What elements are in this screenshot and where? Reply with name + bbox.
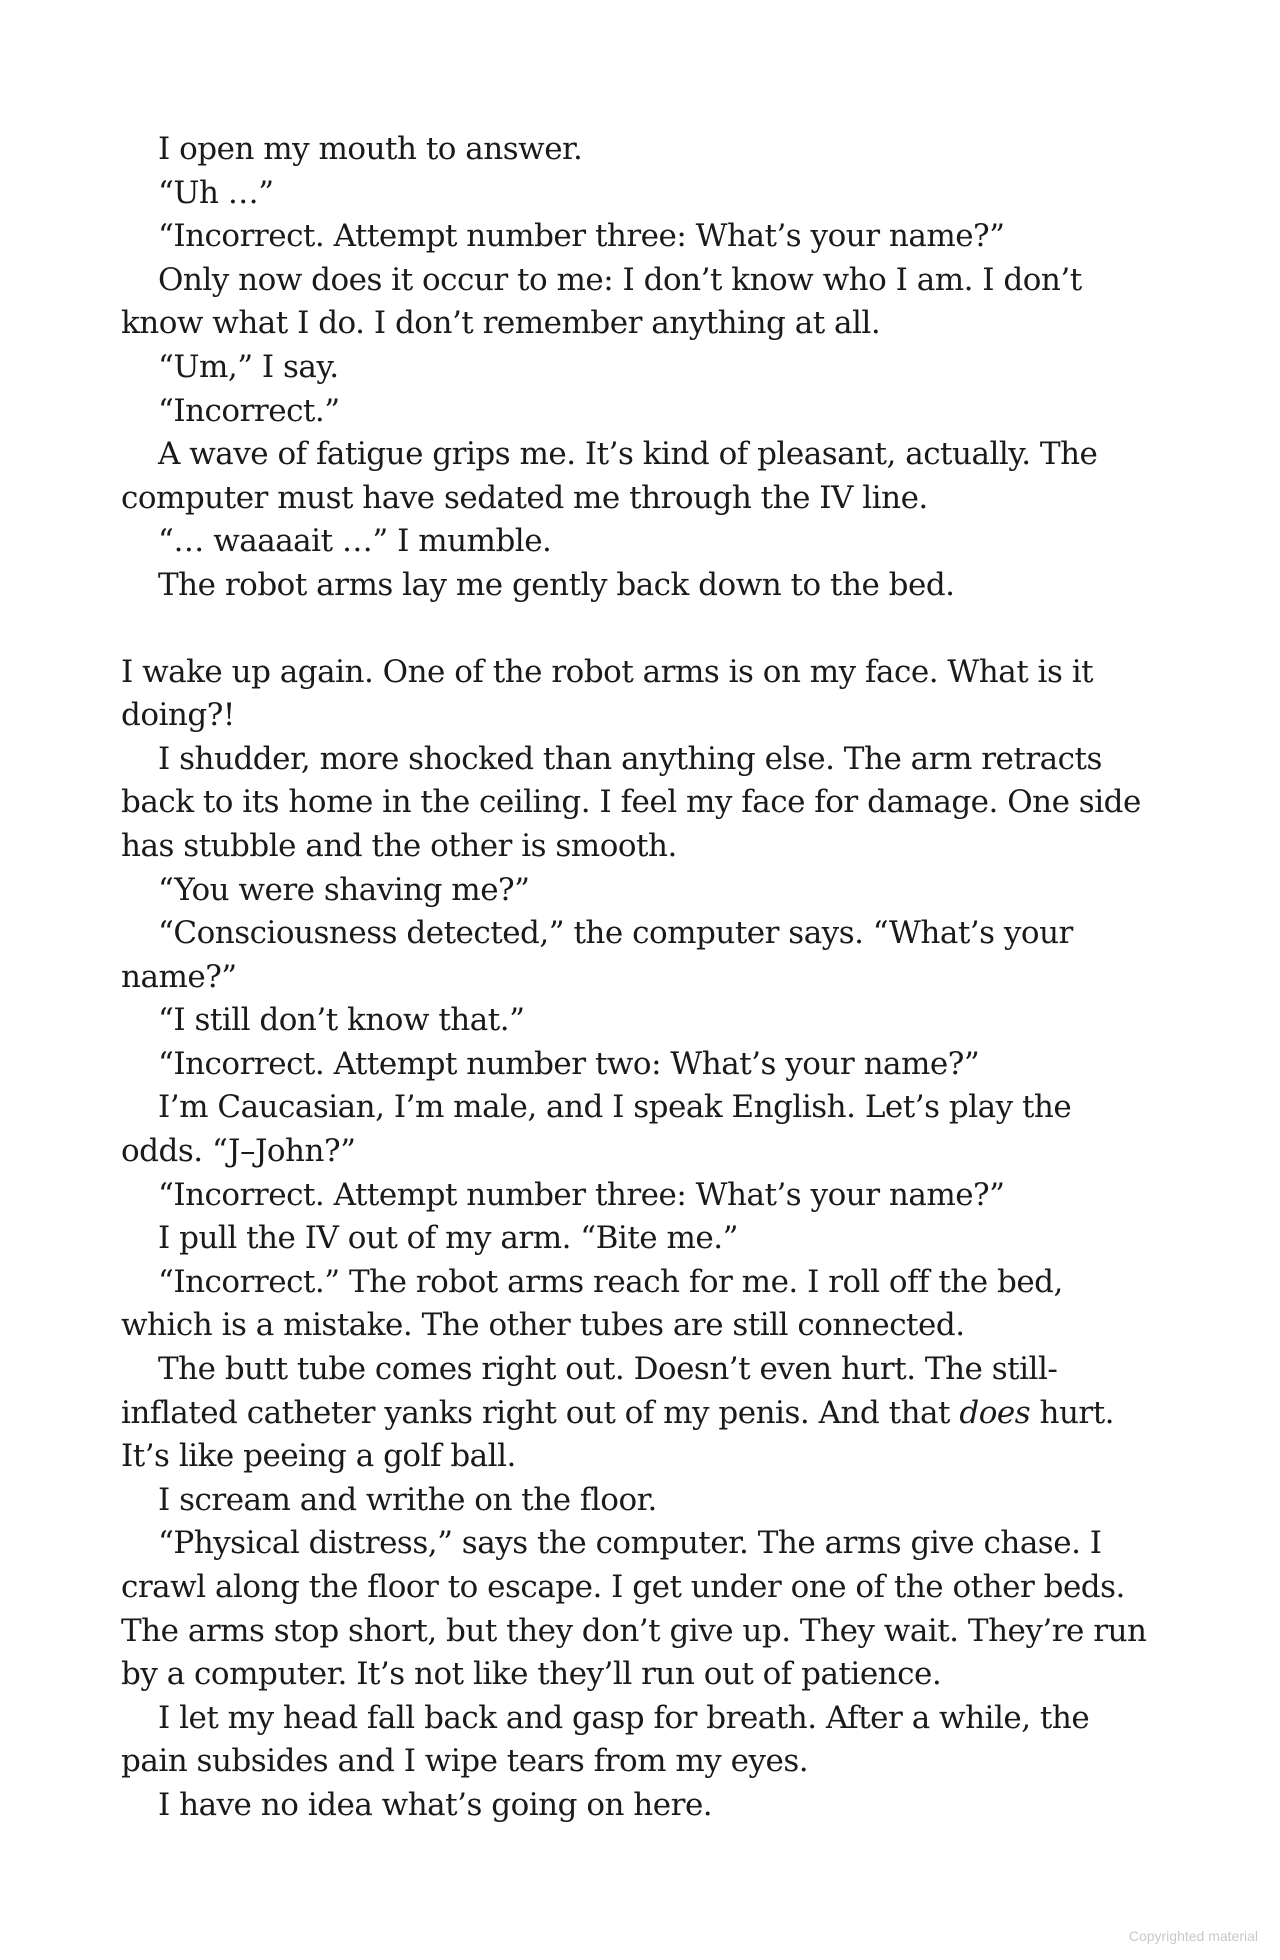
paragraph-text: hurt. It’s like peeing a golf ball.: [121, 1394, 1115, 1475]
paragraph: “Incorrect. Attempt number two: What’s your name?”: [158, 1045, 980, 1082]
paragraph: “I still don’t know that.”: [158, 1002, 525, 1039]
paragraph: [121, 1348, 1161, 1479]
paragraph: “Incorrect.”: [158, 392, 340, 429]
paragraph: I’m Caucasian, I’m male, and I speak English. Let’s play the odds. “J–John?”: [121, 1089, 1072, 1170]
paragraph: A wave of fatigue grips me. It’s kind of pleasant, actually. The computer must have sedated me through the IV line.: [121, 436, 1098, 516]
paragraph: The robot arms lay me gently back down to the bed.: [158, 566, 955, 603]
emphasized-word: does: [959, 1394, 1031, 1431]
paragraph: “Uh …”: [158, 174, 274, 211]
paragraph: I scream and writhe on the floor.: [158, 1481, 657, 1518]
paragraph: I open my mouth to answer.: [158, 131, 583, 167]
paragraph: I have no idea what’s going on here.: [158, 1786, 713, 1823]
copyright-watermark: Copyrighted material: [1128, 1928, 1258, 1944]
paragraph: I let my head fall back and gasp for breath. After a while, the pain subsides and I wipe tears from my eyes.: [121, 1699, 1090, 1780]
paragraph: “Consciousness detected,” the computer says. “What’s your name?”: [121, 915, 1073, 995]
paragraph: I shudder, more shocked than anything else. The arm retracts back to its home in the ceiling. I feel my face for damage. One side has stubble and the other is smooth.: [121, 740, 1141, 864]
paragraph: “… waaaait …” I mumble.: [158, 523, 552, 560]
paragraph: “Um,” I say.: [158, 348, 339, 385]
book-page-text: [121, 128, 1161, 1828]
paragraph: “Incorrect.” The robot arms reach for me. I roll off the bed, which is a mistake. The other tubes are still connected.: [121, 1263, 1063, 1344]
paragraph: Only now does it occur to me: I don’t know who I am. I don’t know what I do. I don’t remember anything at all.: [121, 261, 1082, 342]
paragraph: “Incorrect. Attempt number three: What’s your name?”: [158, 218, 1005, 255]
section-start-paragraph: I wake up again. One of the robot arms is on my face. What is it doing?!: [121, 653, 1094, 734]
paragraph: “Incorrect. Attempt number three: What’s your name?”: [158, 1176, 1005, 1213]
paragraph: I pull the IV out of my arm. “Bite me.”: [158, 1220, 738, 1257]
paragraph-text: The butt tube comes right out. Doesn’t even hurt. The still-inflated catheter yanks right out of my penis. And that: [121, 1351, 1058, 1431]
paragraph: “Physical distress,” says the computer. The arms give chase. I crawl along the floor to escape. I get under one of the other beds. The arms stop short, but they don’t give up. They wait. They’re run by a computer. It’s not like they’ll run out of patience.: [121, 1525, 1147, 1693]
paragraph: “You were shaving me?”: [158, 871, 530, 908]
